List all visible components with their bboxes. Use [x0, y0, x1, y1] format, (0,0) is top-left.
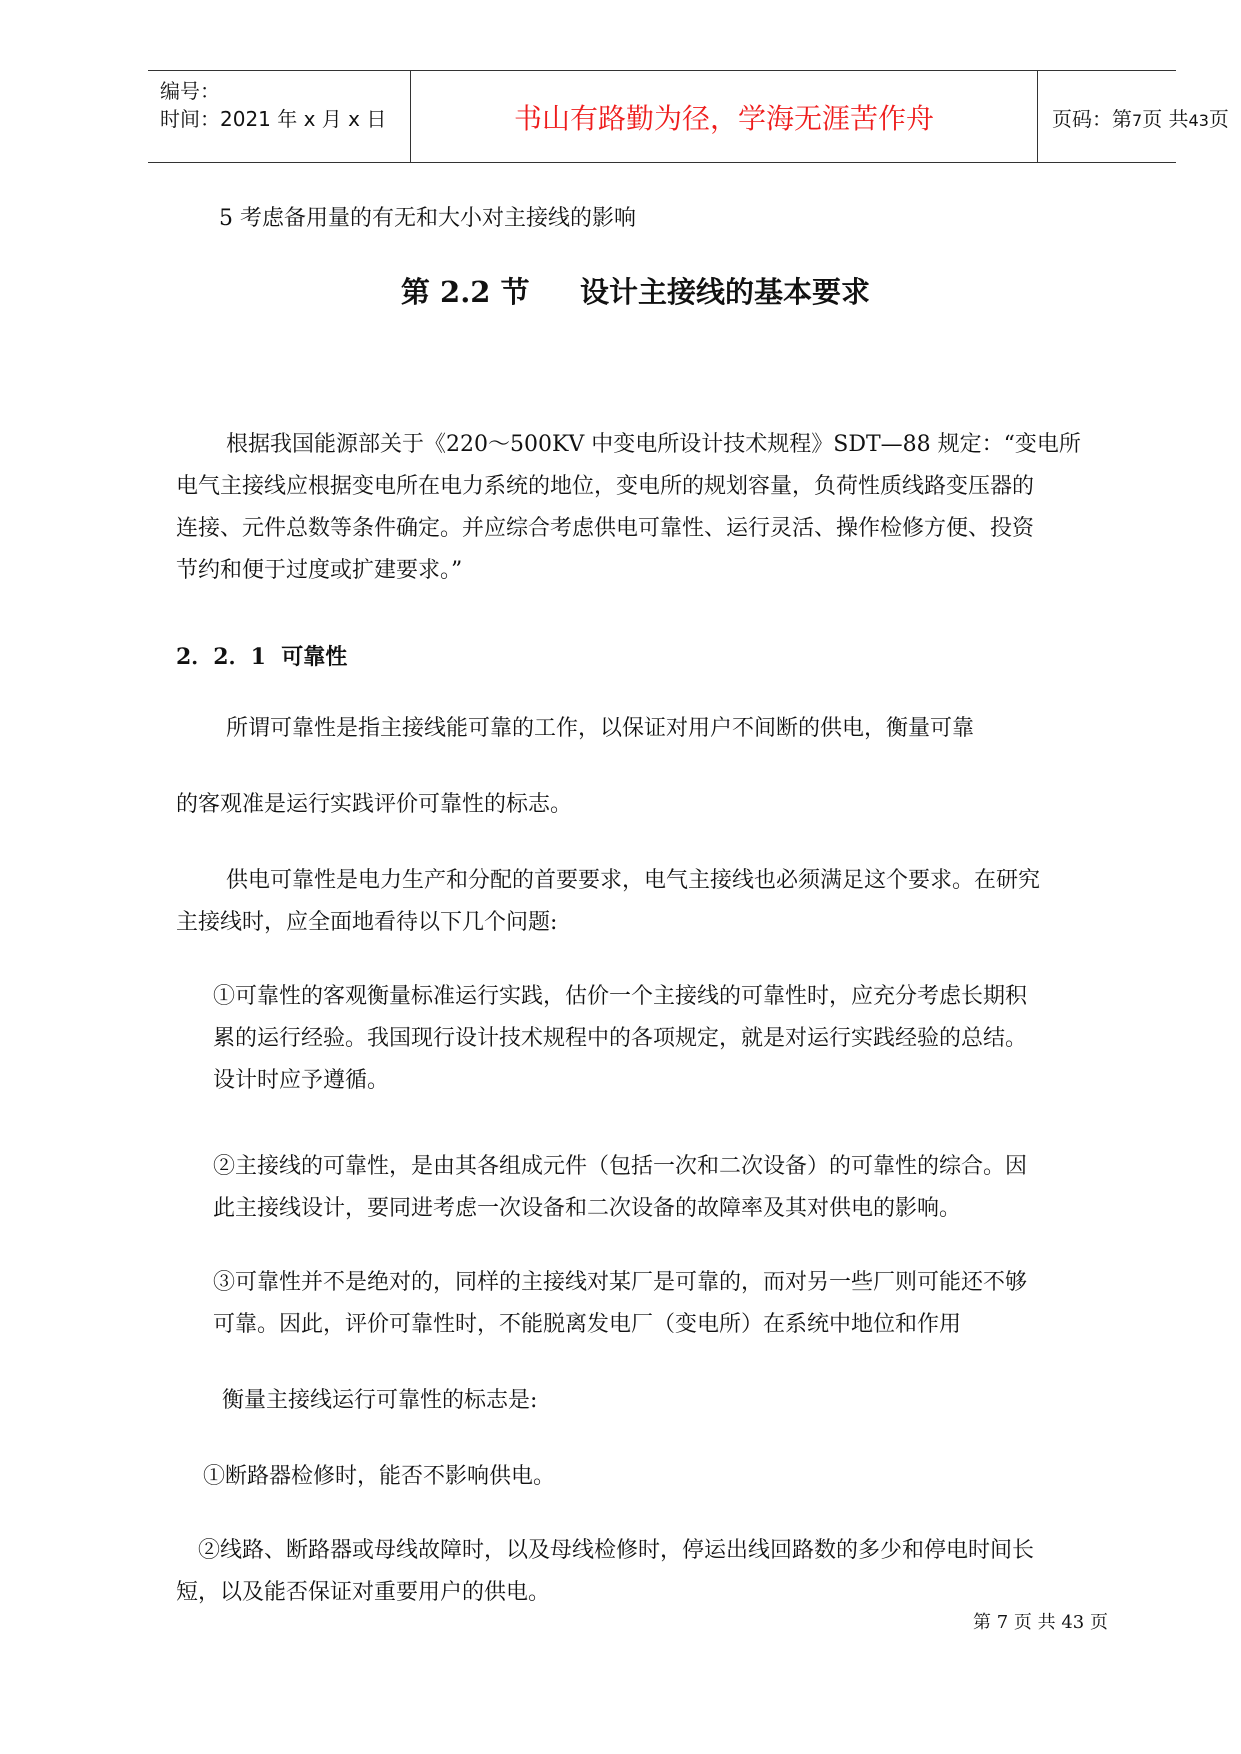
paragraph-line: 电气主接线应根据变电所在电力系统的地位，变电所的规划容量，负荷性质线路变压器的 — [176, 474, 1035, 499]
page-code-total: 43 — [1188, 111, 1209, 130]
list-item-line: ②主接线的可靠性，是由其各组成元件（包括一次和二次设备）的可靠性的综合。因 — [213, 1154, 1028, 1179]
paragraph-line: 衡量主接线运行可靠性的标志是: — [222, 1388, 538, 1413]
list-item-line: ①可靠性的客观衡量标准运行实践，估价一个主接线的可靠性时，应充分考虑长期积 — [213, 984, 1028, 1009]
paragraph-line: 连接、元件总数等条件确定。并应综合考虑供电可靠性、运行灵活、操作检修方便、投资 — [176, 516, 1035, 541]
list-item-line: ②线路、断路器或母线故障时，以及母线检修时，停运出线回路数的多少和停电时间长 — [198, 1538, 1035, 1563]
section-title: 第 2.2 节 设计主接线的基本要求 — [400, 275, 871, 309]
header-motto-cell — [410, 71, 1038, 162]
header-meta-cell — [148, 71, 410, 162]
document-time-label: 时间：2021 年 x 月 x 日 — [160, 107, 387, 131]
page-code-prefix: 页码：第 — [1052, 107, 1132, 131]
paragraph-line: 主接线时，应全面地看待以下几个问题: — [176, 910, 558, 935]
header-pagecode-cell — [1038, 71, 1229, 162]
paragraph-line: 的客观准是运行实践评价可靠性的标志。 — [176, 792, 573, 817]
list-item-line: ③可靠性并不是绝对的，同样的主接线对某厂是可靠的，而对另一些厂则可能还不够 — [213, 1270, 1028, 1295]
page-header — [148, 70, 1229, 163]
page-code-current: 7 — [1132, 111, 1143, 130]
list-item-line: 短，以及能否保证对重要用户的供电。 — [176, 1580, 551, 1605]
paragraph-line: 根据我国能源部关于《220～500KV 中变电所设计技术规程》SDT—88 规定：“变电所 — [226, 432, 1081, 457]
list-item-line: 设计时应予遵循。 — [213, 1068, 390, 1093]
paragraph-line: 供电可靠性是电力生产和分配的首要要求，电气主接线也必须满足这个要求。在研究 — [226, 868, 1041, 893]
paragraph-line: 所谓可靠性是指主接线能可靠的工作，以保证对用户不间断的供电，衡量可靠 — [226, 716, 975, 741]
page-code-suffix: 页 — [1208, 107, 1229, 131]
document-number-label: 编号： — [160, 79, 220, 103]
list-item-line: ①断路器检修时，能否不影响供电。 — [203, 1464, 556, 1489]
list-item-line: 可靠。因此，评价可靠性时，不能脱离发电厂（变电所）在系统中地位和作用 — [213, 1312, 962, 1337]
list-item-5: 5 考虑备用量的有无和大小对主接线的影响 — [219, 206, 636, 231]
header-page-code — [1052, 103, 1229, 132]
header-motto: 书山有路勤为径，学海无涯苦作舟 — [513, 102, 934, 135]
list-item-line: 累的运行经验。我国现行设计技术规程中的各项规定，就是对运行实践经验的总结。 — [213, 1026, 1028, 1051]
page-code-mid: 页 共 — [1142, 107, 1189, 131]
paragraph-line: 节约和便于过度或扩建要求。” — [176, 558, 463, 583]
page-footer: 第 7 页 共 43 页 — [973, 1612, 1108, 1633]
list-item-line: 此主接线设计，要同进考虑一次设备和二次设备的故障率及其对供电的影响。 — [213, 1196, 962, 1221]
subsection-title: 2．2．1 可靠性 — [176, 644, 348, 670]
